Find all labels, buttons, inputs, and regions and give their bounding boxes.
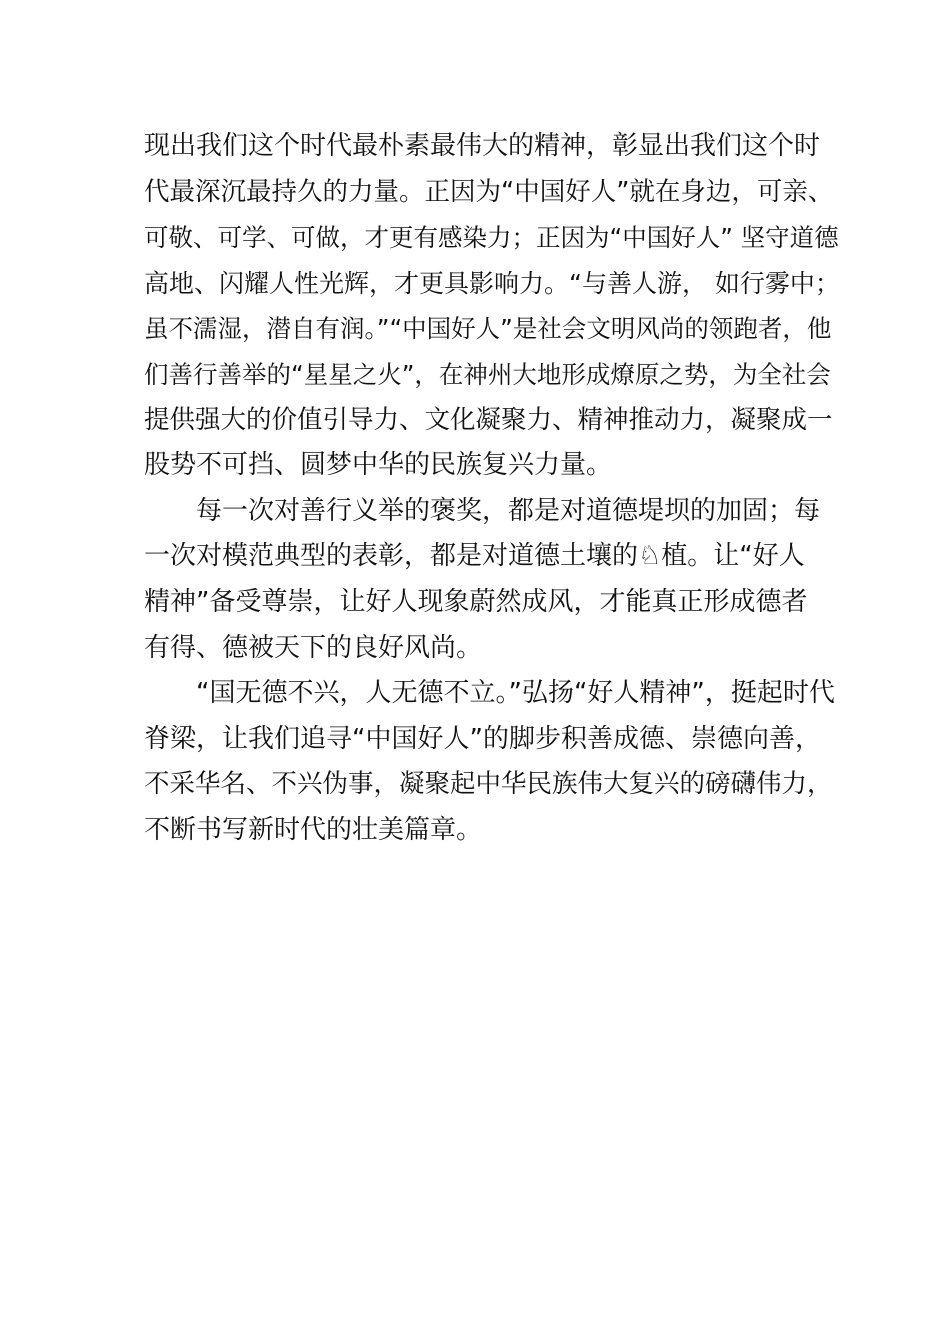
paragraph-start-line: “国无德不兴，人无德不立。”弘扬“好人精神”，挺起时代	[144, 678, 835, 709]
text-line: 代最深沉最持久的力量。正因为“中国好人”就在身边，可亲、	[144, 176, 834, 207]
text-line: 脊梁，让我们追寻“中国好人”的脚步积善成德、崇德向善，	[144, 723, 821, 754]
text-line: 提供强大的价值引导力、文化凝聚力、精神推动力，凝聚成一	[144, 404, 833, 435]
text-line: 一次对模范典型的表彰，都是对道德土壤的♘植。让“好人	[144, 541, 805, 572]
text-line: 可敬、可学、可做，才更有感染力；正因为“中国好人” 坚守道德	[144, 223, 839, 253]
text-line: 不采华名、不兴伪事，凝聚起中华民族伟大复兴的磅礴伟力，	[144, 769, 833, 800]
text-line: 现出我们这个时代最朴素最伟大的精神，彰显出我们这个时	[144, 131, 821, 161]
text-line: 虽不濡湿，潜自有润。”“中国好人”是社会文明风尚的领跑者，他	[144, 314, 832, 344]
text-line: 高地、闪耀人性光辉，才更具影响力。“与善人游， 如行雾中；	[144, 268, 840, 298]
text-line: 不断书写新时代的壮美篇章。	[144, 814, 483, 845]
text-line: 精神”备受尊崇，让好人现象蔚然成风，才能真正形成德者	[144, 586, 808, 617]
paragraph-start-line: 每一次对善行义举的褒奖，都是对道德堤坝的加固；每	[144, 495, 821, 526]
body-text	[144, 124, 844, 854]
text-line: 们善行善举的“星星之火”，在神州大地形成燎原之势，为全社会	[144, 359, 831, 389]
text-line: 有得、德被天下的良好风尚。	[144, 632, 483, 663]
text-line: 股势不可挡、圆梦中华的民族复兴力量。	[144, 450, 613, 481]
